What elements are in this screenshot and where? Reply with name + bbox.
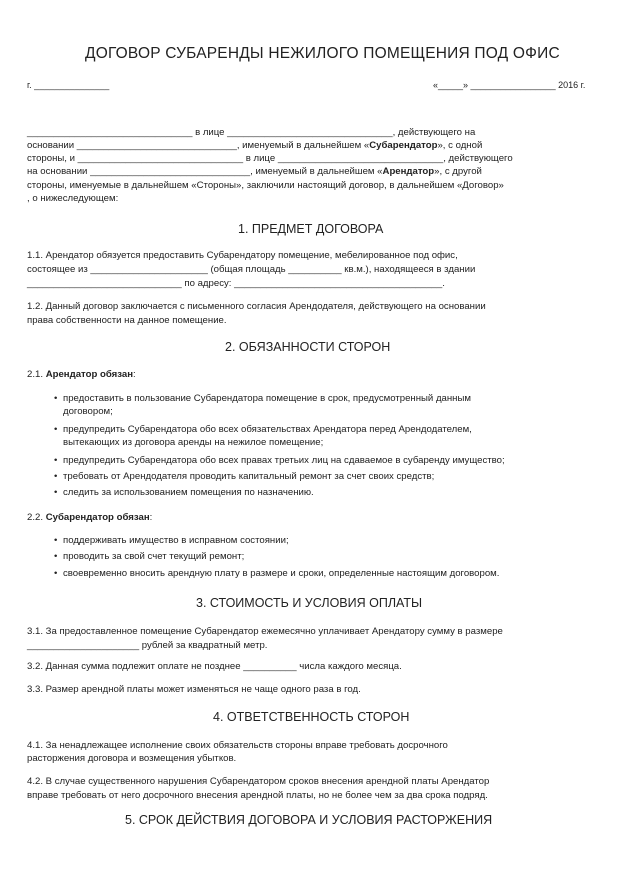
paragraph-line: 1.2. Данный договор заключается с письменного согласия Арендодателя, действующего на основании [27, 301, 486, 312]
paragraph-line: 1.1. Арендатор обязуется предоставить Субарендатору помещение, мебелированное под офис, [27, 250, 458, 261]
place-line: г. _______________ [27, 80, 110, 90]
subsection-2-1: 2.1. Арендатор обязан: [27, 369, 136, 380]
list-item: • [54, 393, 58, 404]
preamble-line: на основании ______________________________, именуемый в дальнейшем «Арендатор», с другой [27, 166, 482, 177]
section-heading-3: 3. СТОИМОСТЬ И УСЛОВИЯ ОПЛАТЫ [196, 596, 423, 610]
list-item-text: договором; [63, 406, 113, 417]
paragraph-line: 3.2. Данная сумма подлежит оплате не позднее __________ числа каждого месяца. [27, 661, 402, 672]
preamble-line: стороны, именуемые в дальнейшем «Стороны», заключили настоящий договор, в дальнейшем «Договор» [27, 180, 504, 191]
list-item-text: проводить за свой счет текущий ремонт; [63, 551, 245, 562]
paragraph-line: права собственности на данное помещение. [27, 315, 227, 326]
section-heading-2: 2. ОБЯЗАННОСТИ СТОРОН [225, 340, 391, 354]
paragraph-line: вправе требовать от него досрочного внесения арендной платы, но не более чем за два срока подряд. [27, 790, 488, 801]
list-item: • [54, 455, 58, 466]
preamble-line: , о нижеследующем: [27, 193, 119, 204]
subsection-2-2: 2.2. Субарендатор обязан: [27, 512, 153, 523]
paragraph-line: 3.3. Размер арендной платы может изменяться не чаще одного раза в год. [27, 684, 361, 695]
paragraph-line: 3.1. За предоставленное помещение Субарендатор ежемесячно уплачивает Арендатору сумму в размере [27, 626, 503, 637]
paragraph-line: 4.1. За ненадлежащее исполнение своих обязательств стороны вправе требовать досрочного [27, 740, 448, 751]
list-item: • [54, 424, 58, 435]
preamble-line: стороны, и _______________________________ в лице _______________________________, действующего [27, 153, 513, 164]
list-item: • [54, 471, 58, 482]
list-item-text: следить за использованием помещения по назначению. [63, 487, 314, 498]
list-item-text: предупредить Субарендатора обо всех обязательствах Арендатора перед Арендодателем, [63, 424, 472, 435]
preamble-line: _______________________________ в лице _______________________________, действующего на [27, 127, 476, 138]
list-item-text: требовать от Арендодателя проводить капитальный ремонт за счет своих средств; [63, 471, 435, 482]
section-heading-5: 5. СРОК ДЕЙСТВИЯ ДОГОВОРА И УСЛОВИЯ РАСТОРЖЕНИЯ [125, 813, 493, 827]
date-line: «_____» _________________ 2016 г. [433, 80, 586, 90]
document-title: ДОГОВОР СУБАРЕНДЫ НЕЖИЛОГО ПОМЕЩЕНИЯ ПОД ОФИС [85, 45, 560, 62]
paragraph-line: расторжения договора и возмещения убытков. [27, 753, 237, 764]
paragraph-line: _____________________ рублей за квадратный метр. [27, 640, 268, 651]
list-item-text: своевременно вносить арендную плату в размере и сроки, определенные настоящим договором. [63, 568, 500, 579]
section-heading-1: 1. ПРЕДМЕТ ДОГОВОРА [238, 222, 384, 236]
list-item: • [54, 568, 58, 579]
list-item-text: предоставить в пользование Субарендатора помещение в срок, предусмотренный данным [63, 393, 471, 404]
paragraph-line: 4.2. В случае существенного нарушения Субарендатором сроков внесения арендной платы Арендатор [27, 776, 490, 787]
preamble-line: основании ______________________________, именуемый в дальнейшем «Субарендатор», с одной [27, 140, 483, 151]
paragraph-line: состоящее из ______________________ (общая площадь __________ кв.м.), находящееся в здании [27, 264, 476, 275]
list-item-text: вытекающих из договора аренды на нежилое помещение; [63, 437, 324, 448]
list-item-text: поддерживать имущество в исправном состоянии; [63, 535, 289, 546]
list-item: • [54, 487, 58, 498]
list-item-text: предупредить Субарендатора обо всех правах третьих лиц на сдаваемое в субаренду имущество; [63, 455, 505, 466]
paragraph-line: _____________________________ по адресу: _______________________________________. [27, 278, 445, 289]
list-item: • [54, 535, 58, 546]
list-item: • [54, 551, 58, 562]
section-heading-4: 4. ОТВЕТСТВЕННОСТЬ СТОРОН [213, 710, 410, 724]
